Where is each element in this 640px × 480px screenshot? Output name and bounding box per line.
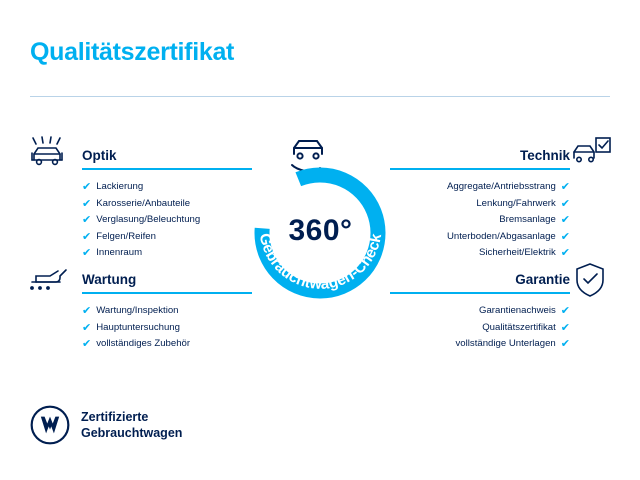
list-item-label: Qualitätszertifikat <box>482 321 556 333</box>
section-wartung-rule <box>82 292 252 294</box>
vw-logo <box>30 405 70 445</box>
list-item <box>390 336 570 353</box>
section-garantie <box>390 272 570 353</box>
section-technik-heading: Technik <box>519 148 570 163</box>
check-icon: ✔ <box>560 247 570 259</box>
list-item <box>82 245 252 262</box>
list-item-label: Innenraum <box>96 247 143 258</box>
list-item-label: Karosserie/Anbauteile <box>96 197 191 209</box>
list-item-label: Bremsanlage <box>499 214 556 225</box>
list-item-label: Hauptuntersuchung <box>96 321 180 333</box>
check-icon: ✔ <box>560 181 570 193</box>
list-item <box>390 212 570 229</box>
section-wartung <box>82 272 252 353</box>
footer-label <box>81 409 182 441</box>
list-item <box>390 303 570 320</box>
shield-check-icon <box>574 262 606 303</box>
list-item-label: Lenkung/Fahrwerk <box>476 197 556 209</box>
section-optik-rule <box>82 168 252 170</box>
list-item-label: Verglasung/Beleuchtung <box>96 214 201 225</box>
check-icon: ✔ <box>82 214 92 226</box>
list-item <box>82 320 252 337</box>
check-icon: ✔ <box>560 338 570 350</box>
check-icon: ✔ <box>82 197 92 210</box>
check-icon: ✔ <box>82 230 92 243</box>
check-icon: ✔ <box>560 305 570 317</box>
check-icon: ✔ <box>560 197 570 210</box>
list-item <box>82 303 252 320</box>
section-garantie-heading: Garantie <box>515 272 570 287</box>
check-badge <box>238 120 403 305</box>
list-item <box>390 179 570 196</box>
list-item-label: Wartung/Inspektion <box>96 305 179 316</box>
car-wash-icon <box>28 136 70 177</box>
check-icon: ✔ <box>82 305 92 317</box>
check-icon: ✔ <box>560 230 570 243</box>
list-item-label: vollständige Unterlagen <box>455 338 556 349</box>
badge-ring-text: Gebrauchtwagen-Check <box>255 231 386 294</box>
section-technik <box>390 148 570 262</box>
check-icon: ✔ <box>82 338 92 350</box>
list-item <box>82 336 252 353</box>
list-item-label: Lackierung <box>96 181 144 192</box>
list-item <box>390 229 570 246</box>
list-item <box>82 196 252 213</box>
section-technik-rule <box>390 168 570 170</box>
list-item <box>82 212 252 229</box>
check-icon: ✔ <box>82 247 92 259</box>
list-item-label: Unterboden/Abgasanlage <box>446 230 556 242</box>
list-item <box>82 229 252 246</box>
list-item <box>390 245 570 262</box>
footer-brand <box>30 405 182 445</box>
page-title: Qualitätszertifikat <box>30 38 235 66</box>
oil-can-icon <box>26 262 72 301</box>
list-item <box>390 320 570 337</box>
check-icon: ✔ <box>560 214 570 226</box>
list-item <box>82 179 252 196</box>
check-icon: ✔ <box>82 321 92 334</box>
list-item-label: Sicherheit/Elektrik <box>479 247 556 258</box>
list-item-label: vollständiges Zubehör <box>96 338 191 349</box>
car-check-icon <box>572 136 612 175</box>
check-icon: ✔ <box>82 181 92 193</box>
section-garantie-rule <box>390 292 570 294</box>
list-item-label: Felgen/Reifen <box>96 230 156 242</box>
footer-line-1: Zertifizierte <box>81 410 149 424</box>
section-wartung-heading: Wartung <box>82 272 137 287</box>
title-divider <box>30 96 610 97</box>
check-icon: ✔ <box>560 321 570 334</box>
list-item-label: Aggregate/Antriebsstrang <box>446 181 556 192</box>
list-item-label: Garantienachweis <box>478 305 556 316</box>
badge-degrees: 360° <box>288 214 353 247</box>
list-item <box>390 196 570 213</box>
section-optik <box>82 148 252 262</box>
footer-line-2: Gebrauchtwagen <box>81 426 183 440</box>
section-optik-heading: Optik <box>82 148 117 163</box>
